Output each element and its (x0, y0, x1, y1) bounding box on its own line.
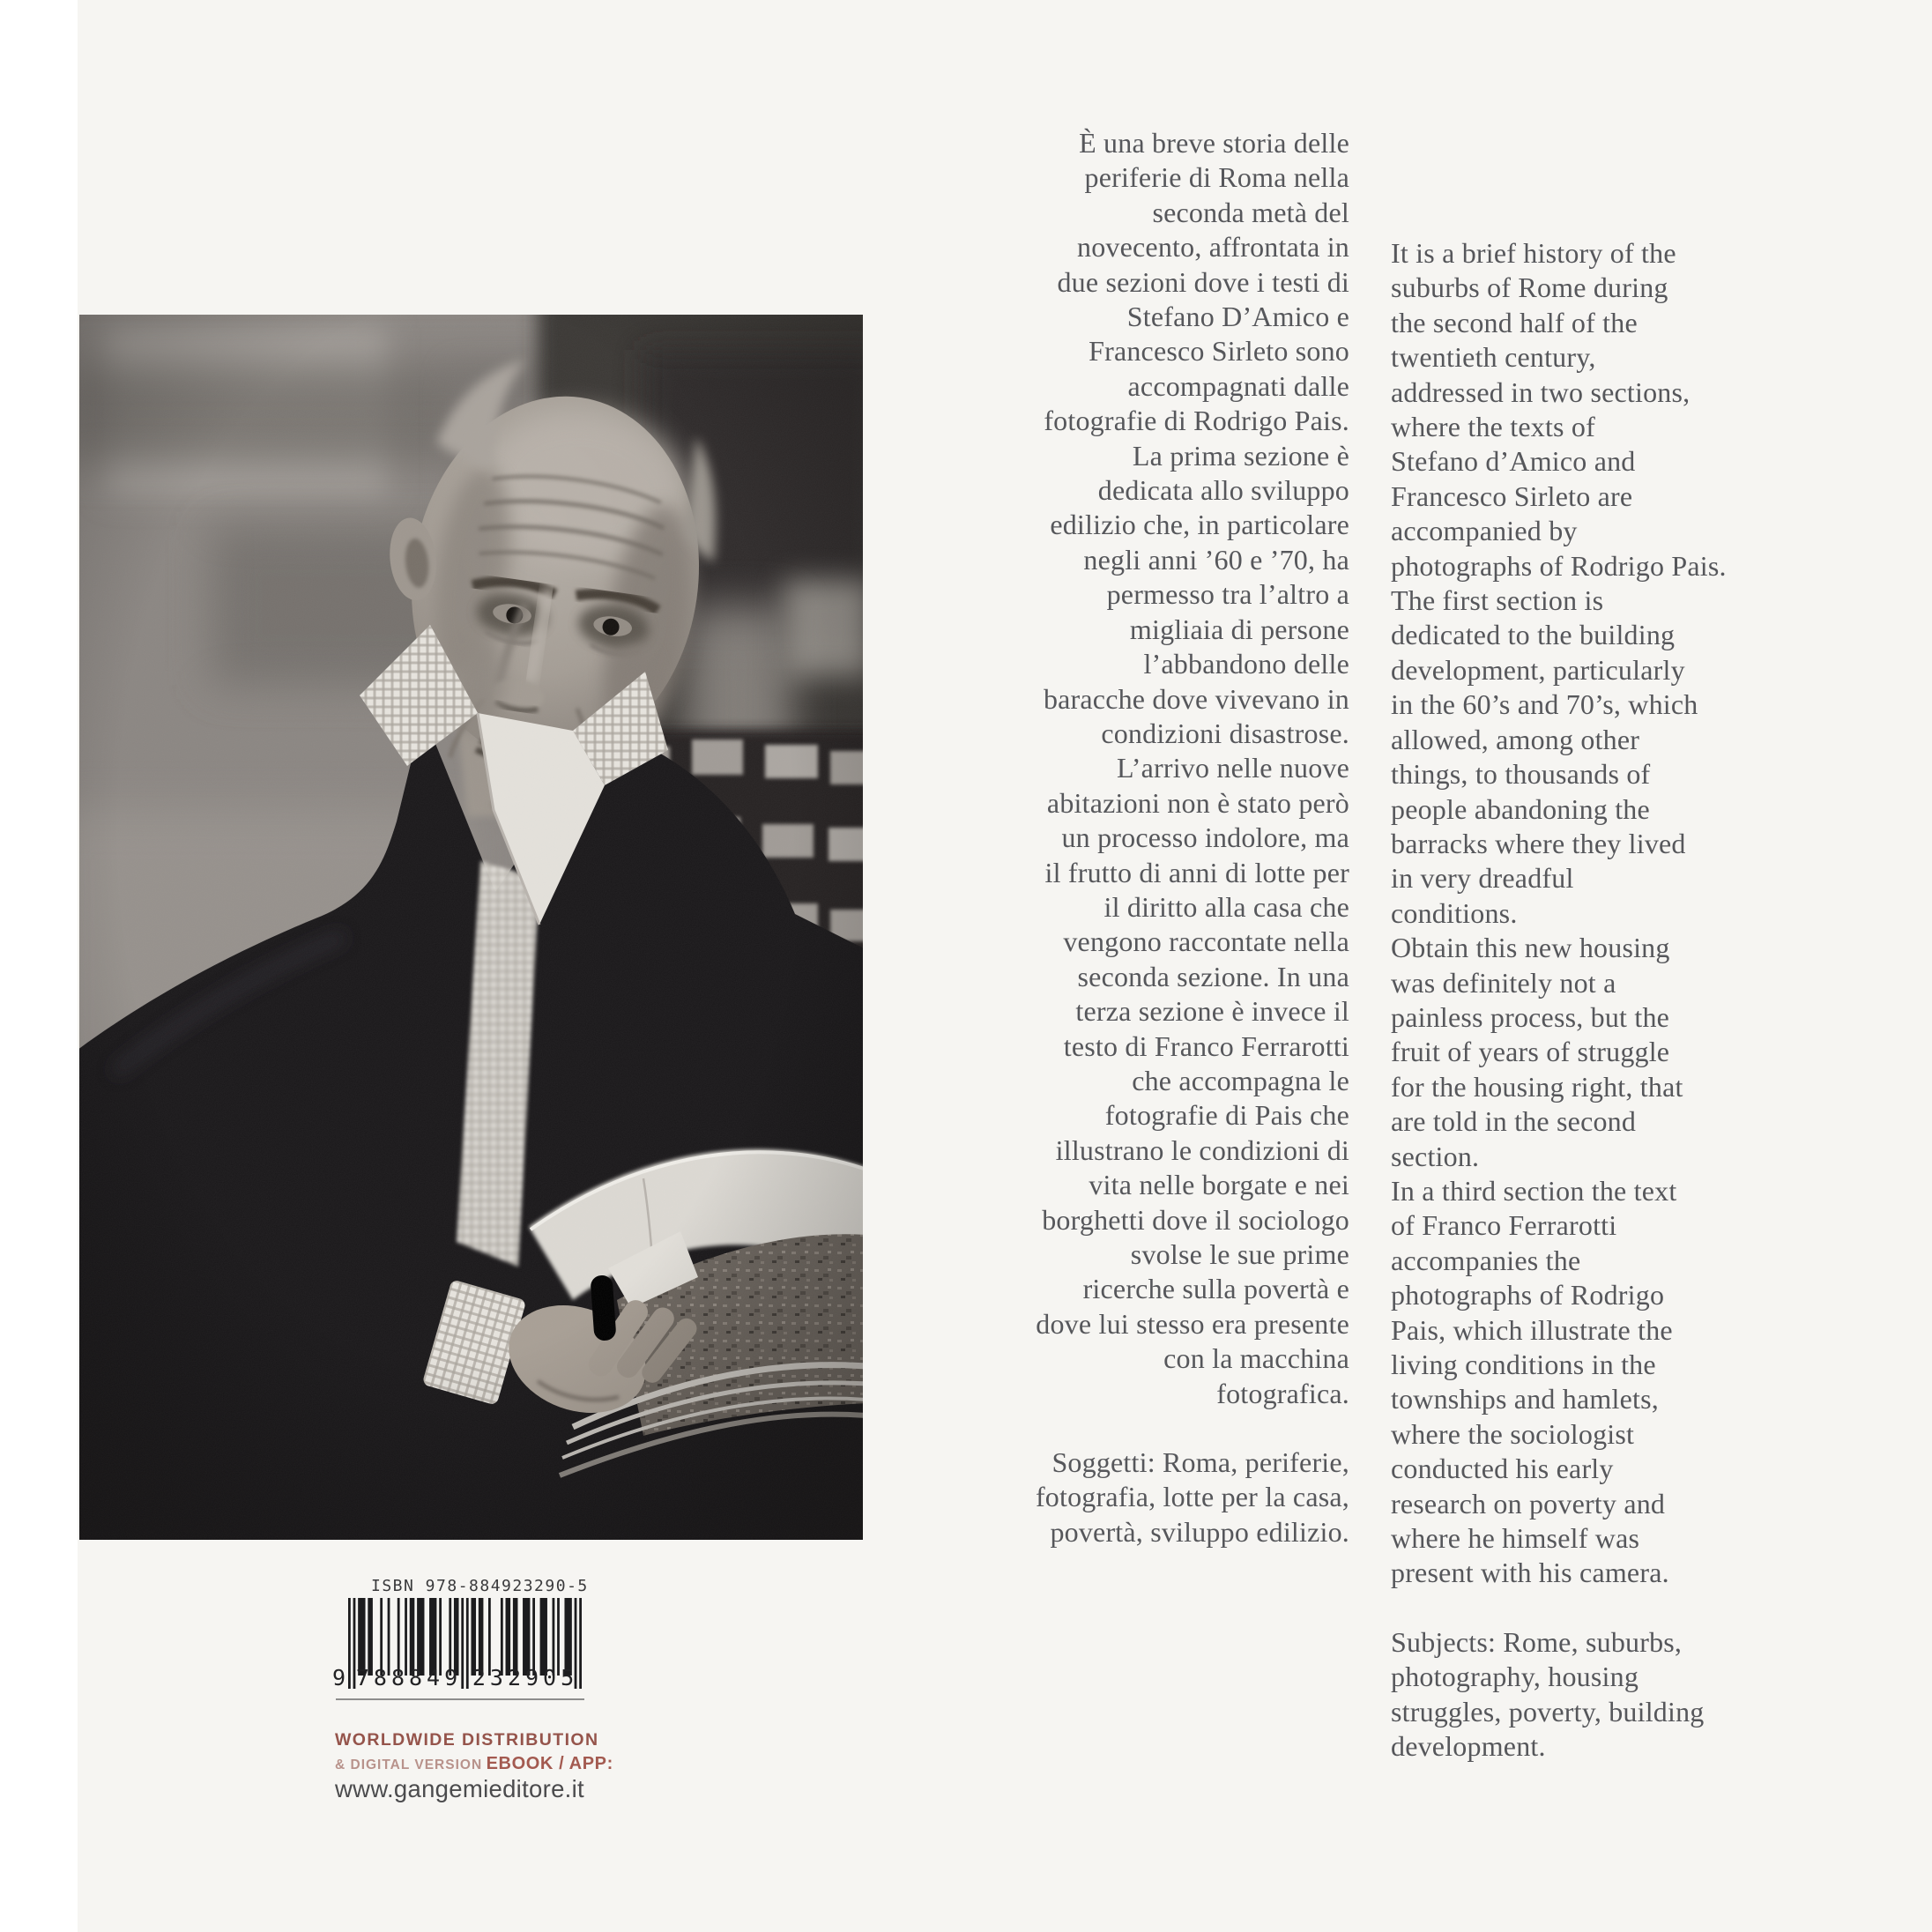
text-line: Francesco Sirleto are (1391, 479, 1633, 512)
text-line: terza sezione è invece il (1075, 995, 1349, 1028)
publisher-block (335, 1730, 613, 1803)
isbn-label: ISBN 978-884923290-5 (371, 1577, 589, 1595)
italian-description-column (1036, 126, 1349, 1549)
text-line: for the housing right, that (1391, 1070, 1683, 1103)
text-line: where he himself was (1391, 1522, 1640, 1555)
text-line: novecento, affrontata in (1077, 231, 1349, 264)
barcode-rule (336, 1698, 584, 1700)
text-line: present with his camera. (1391, 1557, 1669, 1589)
text-line: in very dreadful (1391, 862, 1574, 895)
text-line: Obtain this new housing (1391, 932, 1670, 964)
text-line: baracche dove vivevano in (1043, 682, 1349, 715)
text-line: in the 60’s and 70’s, which (1391, 688, 1698, 721)
text-line: migliaia di persone (1129, 613, 1349, 645)
text-line: conditions. (1391, 896, 1518, 929)
text-line: Soggetti: Roma, periferie, (1051, 1446, 1349, 1479)
text-line: periferie di Roma nella (1084, 161, 1349, 194)
text-line: fotografie di Pais che (1104, 1099, 1349, 1132)
text-line: fruit of years of struggle (1391, 1036, 1670, 1068)
text-line: of Franco Ferrarotti (1391, 1209, 1617, 1242)
text-line: are told in the second (1391, 1105, 1637, 1138)
vignette (79, 315, 863, 1540)
text-line: where the sociologist (1391, 1417, 1635, 1450)
text-line: dedicated to the building (1391, 619, 1676, 651)
text-line: Stefano d’Amico and (1391, 445, 1636, 478)
text-line: testo di Franco Ferrarotti (1063, 1029, 1349, 1062)
website-text: www.gangemieditore.it (335, 1775, 584, 1802)
italian-subjects (1036, 1445, 1349, 1549)
text-line: people abandoning the (1391, 792, 1650, 825)
text-line: conducted his early (1391, 1453, 1614, 1485)
text-line: negli anni ’60 e ’70, ha (1083, 543, 1349, 576)
text-line: permesso tra l’altro a (1106, 578, 1349, 611)
text-line: edilizio che, in particolare (1050, 509, 1349, 541)
text-line: dove lui stesso era presente (1036, 1307, 1349, 1340)
text-line: painless process, but the (1391, 1000, 1670, 1033)
text-line: photographs of Rodrigo (1391, 1279, 1665, 1312)
text-line: The first section is (1391, 584, 1604, 617)
text-line: the second half of the (1391, 306, 1638, 338)
text-line: fotografia, lotte per la casa, (1035, 1481, 1349, 1513)
text-line: accompanies the (1391, 1244, 1581, 1276)
text-line: illustrano le condizioni di (1055, 1133, 1349, 1166)
text-line: Francesco Sirleto sono (1089, 335, 1349, 368)
english-paragraph (1391, 236, 1727, 1591)
text-line: things, to thousands of (1391, 758, 1651, 791)
text-line: due sezioni dove i testi di (1057, 265, 1349, 298)
text-line: was definitely not a (1391, 966, 1616, 999)
text-line: accompagnati dalle (1127, 369, 1349, 402)
text-line: development. (1391, 1730, 1546, 1763)
text-line: where the texts of (1391, 411, 1595, 443)
text-line: Pais, which illustrate the (1391, 1313, 1673, 1346)
text-line: vengono raccontate nella (1063, 925, 1349, 958)
text-line: La prima sezione è (1132, 439, 1349, 472)
text-line: struggles, poverty, building (1391, 1695, 1705, 1728)
text-line: seconda metà del (1152, 196, 1349, 228)
text-line: svolse le sue prime (1130, 1238, 1349, 1270)
text-line: townships and hamlets, (1391, 1383, 1659, 1416)
text-line: che accompagna le (1132, 1064, 1349, 1096)
text-line: il diritto alla casa che (1103, 890, 1349, 923)
text-line: section. (1391, 1140, 1480, 1172)
text-line: È una breve storia delle (1079, 127, 1349, 159)
text-line: condizioni disastrose. (1101, 717, 1349, 749)
barcode-block (332, 1577, 599, 1706)
barcode-digit-group-2: 232905 (472, 1665, 579, 1690)
text-line: accompanied by (1391, 515, 1578, 547)
worldwide-distribution-text: WORLDWIDE DISTRIBUTION (335, 1730, 599, 1750)
text-line: borghetti dove il sociologo (1042, 1203, 1349, 1236)
text-line: Stefano D’Amico e (1126, 301, 1349, 333)
text-line: photography, housing (1391, 1661, 1639, 1693)
text-line: fotografie di Rodrigo Pais. (1044, 405, 1349, 437)
text-line: photographs of Rodrigo Pais. (1391, 549, 1727, 582)
text-line: living conditions in the (1391, 1349, 1656, 1380)
english-description-column (1391, 236, 1727, 1764)
ebook-app-text: EBOOK / APP: (486, 1754, 613, 1773)
portrait-photo-art (79, 315, 863, 1540)
text-line: seconda sezione. In una (1077, 960, 1349, 992)
digital-version-text: & DIGITAL VERSION (335, 1757, 483, 1772)
text-line: ricerche sulla povertà e (1082, 1273, 1349, 1305)
text-line: barracks where they lived (1391, 827, 1686, 859)
barcode-digit-group-1: 788849 (355, 1665, 463, 1690)
english-subjects (1391, 1625, 1727, 1765)
text-line: abitazioni non è stato però (1046, 786, 1349, 819)
text-line: research on poverty and (1391, 1487, 1666, 1520)
text-line: dedicata allo sviluppo (1097, 474, 1349, 507)
digital-version-line (335, 1754, 613, 1774)
text-line: It is a brief history of the (1391, 237, 1676, 269)
italian-paragraph (1036, 126, 1349, 1411)
text-line: addressed in two sections, (1391, 375, 1690, 408)
text-line: allowed, among other (1391, 723, 1640, 755)
text-line: con la macchina (1163, 1342, 1349, 1375)
text-line: un processo indolore, ma (1061, 821, 1349, 854)
text-line: L’arrivo nelle nuove (1116, 752, 1349, 784)
text-line: Subjects: Rome, suburbs, (1391, 1625, 1683, 1658)
text-line: l’abbandono delle (1143, 648, 1349, 680)
text-line: In a third section the text (1391, 1174, 1677, 1207)
text-line: suburbs of Rome during (1391, 271, 1668, 304)
text-line: development, particularly (1391, 653, 1685, 686)
page-left-margin (0, 0, 78, 1932)
text-line: povertà, sviluppo edilizio. (1050, 1515, 1349, 1548)
barcode-digit-left: 9 (332, 1665, 346, 1690)
text-line: il frutto di anni di lotte per (1044, 856, 1349, 888)
portrait-photo (79, 315, 863, 1540)
text-line: vita nelle borgate e nei (1089, 1169, 1349, 1201)
text-line: fotografica. (1216, 1377, 1349, 1409)
text-line: twentieth century, (1391, 341, 1596, 374)
